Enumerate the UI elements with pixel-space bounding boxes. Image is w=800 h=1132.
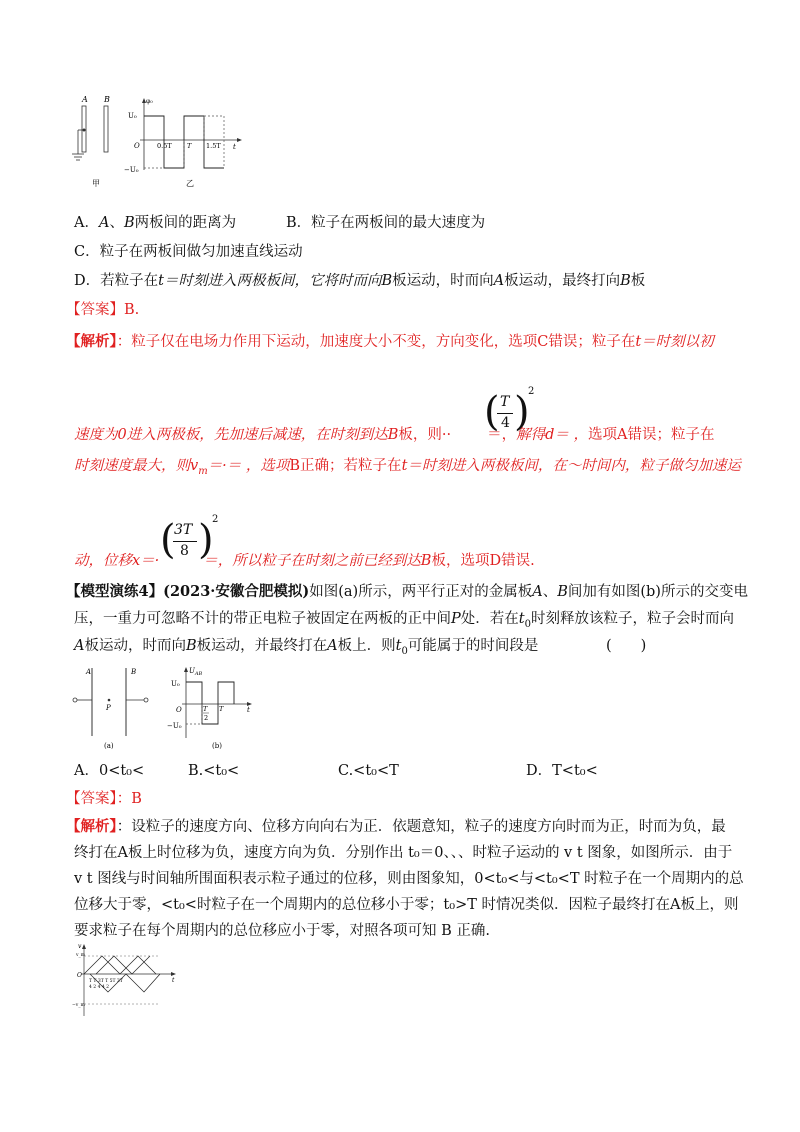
neg-u0-label: −U₀ (124, 166, 139, 174)
tick-05T: 0.5T (157, 142, 172, 150)
caption-jia: 甲 (92, 179, 100, 188)
label-P: P (106, 704, 111, 712)
q2-option-B: B.<t₀< (188, 763, 240, 779)
q2-option-D: D．T<t₀< (526, 763, 598, 779)
answer-2: 【答案】：B (66, 791, 142, 807)
fraction-3T-over-8: ( 3T 8 ) 2 (160, 514, 219, 563)
fig-b-tick-T2-den: 2 (204, 714, 209, 722)
t-axis-label: t (233, 143, 236, 151)
vt-line-1 (84, 956, 156, 974)
figure-v-t-graph (68, 940, 188, 1020)
option-C: C．粒子在两板间做匀加速直线运动 (74, 244, 303, 260)
analysis-1-line4: 动，位移x＝· ＝，所以粒子在时刻之前已经到达B板，选项D错误. (74, 553, 535, 569)
fig-b-y-axis: $U_{AB}$ (189, 667, 203, 677)
y-axis-label: φ₀ (146, 98, 153, 105)
plate-label-A: A (82, 95, 88, 104)
fig-b-origin: O (176, 706, 182, 714)
q2-answer-paren: ( ) (606, 638, 647, 654)
option-A: A．A、B两板间的距离为 (74, 215, 237, 231)
caption-a: (a) (104, 742, 114, 750)
analysis-1-line3: 时刻速度最大，则$v_m=\cdot=$ ，选项B正确；若粒子在t＝时刻进入两极板间，在～时间内，粒子做匀加速运 (74, 458, 741, 477)
figure-plates-and-voltage (66, 90, 256, 190)
option-D: D．若粒子在t＝时刻进入两极板间，它将时而向B板运动，时而向A板运动，最终打向B板 (74, 273, 646, 289)
fig3-origin: O (77, 972, 82, 979)
fig-a-label-A: A (86, 668, 92, 676)
analysis-1-line1: 【解析】：粒子仅在电场力作用下运动，加速度大小不变，方向变化，选项C错误；粒子在t＝时刻以初 (66, 333, 714, 350)
fig-b-neg-u0: −U₀ (167, 722, 182, 730)
fig-b-u0: U₀ (171, 680, 180, 688)
plate-label-B: B (104, 95, 110, 104)
fraction-T-over-4: ( T 4 ) 2 (484, 386, 535, 435)
analysis-2-line4: 位移大于零，<t₀<时粒子在一个周期内的总位移小于零；t₀>T 时情况类似．因粒子最终打在A板上，则 (74, 897, 739, 913)
analysis-2-line1: 【解析】：设粒子的速度方向、位移方向向右为正．依题意知，粒子的速度方向时而为正，时而为负，最 (66, 818, 726, 835)
tick-15T: 1.5T (206, 142, 221, 150)
fig-a-label-B: B (131, 668, 137, 676)
fig-b-tick-T2: T (203, 705, 208, 713)
q2-option-A: A．0<t₀< (74, 763, 145, 779)
u0-label: U₀ (128, 112, 137, 120)
analysis-2-line3: v t 图线与时间轴所围面积表示粒子通过的位移，则由图象知，0<t₀<与<t₀<T 时粒子在一个周期内的总 (74, 871, 744, 887)
answer-1: 【答案】B. (66, 302, 140, 318)
figure-a-b (70, 662, 260, 752)
analysis-2-line5: 要求粒子在每个周期内的总位移应小于零，对照各项可知 B 正确. (74, 923, 490, 939)
fig-b-t-axis: t (247, 706, 250, 714)
q2-line2: 压，一重力可忽略不计的带正电粒子被固定在两板的正中间P处．若在$t_0$时刻释放该粒子，粒子会时而向 (74, 611, 734, 630)
caption-b: (b) (212, 742, 222, 750)
q2-option-C: C.<t₀<T (338, 763, 399, 779)
origin-label: O (134, 142, 140, 150)
option-B: B．粒子在两板间的最大速度为 (286, 215, 486, 231)
caption-yi: 乙 (186, 179, 194, 188)
analysis-2-line2: 终打在A板上时位移为负，速度方向为负．分别作出 t₀＝0、、、时粒子运动的 v t 图象，如图所示．由于 (74, 845, 733, 861)
fig-b-square-wave (186, 682, 234, 724)
plate-B (104, 106, 108, 152)
q2-line1: 【模型演练4】(2023·安徽合肥模拟)如图(a)所示，两平行正对的金属板A、B间加有如图(b)所示的交变电 (66, 583, 748, 600)
fig3-t-axis: t (172, 977, 175, 984)
point-P (108, 699, 111, 702)
tick-T: T (187, 142, 192, 150)
q2-line3: A板运动，时而向B板运动，并最终打在A板上．则$t_0$可能属于的时间段是 (74, 638, 539, 657)
analysis-1-line2: 速度为0进入两极板，先加速后减速，在时刻到达B板，则·· ＝，解得d＝ ，选项A错误；粒子在 (74, 427, 715, 443)
fig3-tick-labels: T T 3T T 5T 3T (89, 979, 123, 984)
fig3-neg-vm: −v_m (72, 1003, 85, 1008)
fig3-tick-dens: 4 2 4 4 2 (89, 985, 110, 990)
fig-b-tick-T: T (219, 705, 224, 713)
fig3-vm: v_m (76, 953, 86, 958)
particle (83, 129, 86, 132)
fig3-y-axis: v (78, 943, 82, 950)
